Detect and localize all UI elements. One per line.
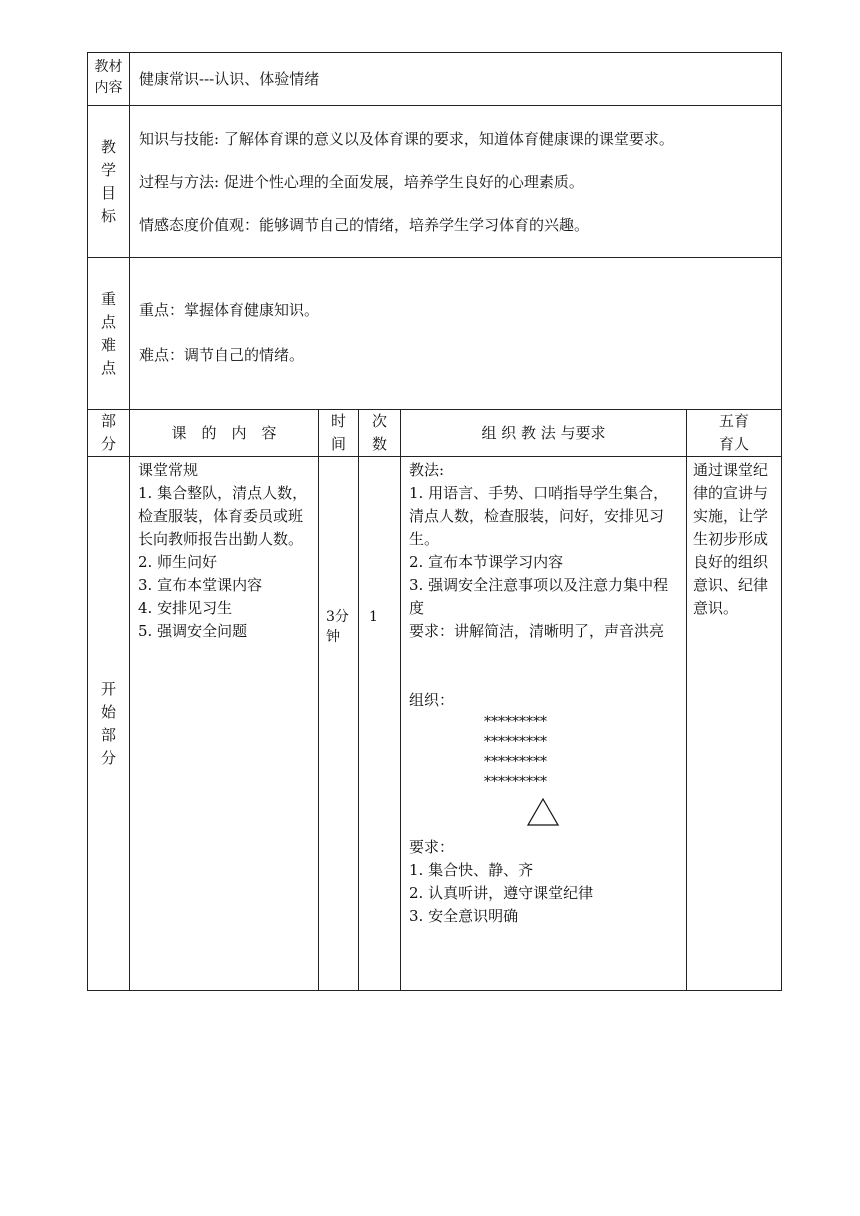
content-line: 4. 安排见习生 <box>138 599 233 617</box>
teacher-position-icon <box>527 798 559 826</box>
method-title: 教法: <box>409 461 445 479</box>
content-line: 课堂常规 <box>138 461 199 479</box>
objective-process: 过程与方法: 促进个性心理的全面发展，培养学生良好的心理素质。 <box>139 173 584 191</box>
method-step: 2. 宣布本节课学习内容 <box>409 553 564 571</box>
objectives-content <box>130 106 782 258</box>
header-content: 课 的 内 容 <box>130 410 319 457</box>
content-line: 1. 集合整队，清点人数，检查服装，体育委员或班长向教师报告出勤人数。 <box>138 484 308 548</box>
formation-row: ********* <box>484 754 547 770</box>
requirement-item: 2. 认真听讲，遵守课堂纪律 <box>409 884 594 902</box>
requirements-title: 要求： <box>409 838 455 856</box>
objective-attitude: 情感态度价值观：能够调节自己的情绪，培养学生学习体育的兴趣。 <box>139 216 590 234</box>
start-count: 1 <box>359 457 401 991</box>
keypoints-row <box>88 258 782 410</box>
lesson-plan-table <box>87 52 782 991</box>
organization-title: 组织： <box>409 691 455 709</box>
requirement-item: 1. 集合快、静、齐 <box>409 861 534 879</box>
header-time: 时 间 <box>319 410 359 457</box>
keypoints-content <box>130 258 782 410</box>
content-line: 3. 宣布本堂课内容 <box>138 576 263 594</box>
key-point: 重点：掌握体育健康知识。 <box>139 301 320 319</box>
formation-row: ********* <box>484 714 547 730</box>
material-value: 健康常识---认识、体验情绪 <box>130 53 782 106</box>
method-step: 3. 强调安全注意事项以及注意力集中程度 <box>409 576 669 617</box>
start-education: 通过课堂纪律的宣讲与实施，让学生初步形成良好的组织意识、纪律意识。 <box>687 457 782 991</box>
header-method: 组 织 教 法 与要求 <box>401 410 687 457</box>
content-line: 5. 强调安全问题 <box>138 622 248 640</box>
start-time: 3分钟 <box>319 457 359 991</box>
header-part: 部 分 <box>88 410 130 457</box>
material-row <box>88 53 782 106</box>
difficulty-point: 难点：调节自己的情绪。 <box>139 346 305 364</box>
material-label: 教材 内容 <box>88 53 130 106</box>
method-step: 1. 用语言、手势、口哨指导学生集合，清点人数，检查服装，问好，安排见习生。 <box>409 484 669 548</box>
content-line: 2. 师生问好 <box>138 553 218 571</box>
formation-row: ********* <box>484 774 547 790</box>
formation-row: ********* <box>484 734 547 750</box>
requirement-item: 3. 安全意识明确 <box>409 907 519 925</box>
formation-grid <box>409 712 680 792</box>
objective-knowledge: 知识与技能: 了解体育课的意义以及体育课的要求，知道体育健康课的课堂要求。 <box>139 130 674 148</box>
keypoints-label: 重 点 难 点 <box>88 258 130 410</box>
start-method <box>401 457 687 991</box>
method-requirement: 要求：讲解简洁，清晰明了，声音洪亮 <box>409 622 665 640</box>
section-header-row <box>88 410 782 457</box>
objectives-label: 教 学 目 标 <box>88 106 130 258</box>
header-count: 次 数 <box>359 410 401 457</box>
objectives-row <box>88 106 782 258</box>
start-content <box>130 457 319 991</box>
header-education: 五育 育人 <box>687 410 782 457</box>
start-section-row <box>88 457 782 991</box>
start-part-label: 开 始 部 分 <box>88 457 130 991</box>
